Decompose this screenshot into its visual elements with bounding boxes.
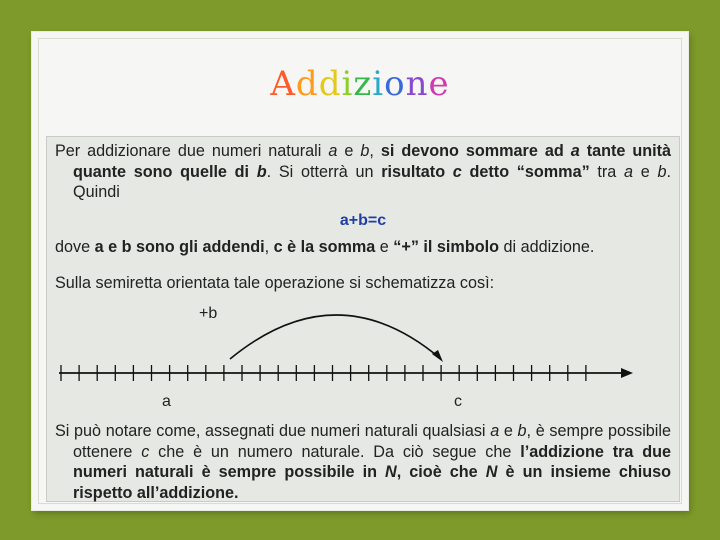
slide-title [0,64,720,104]
bold-text: a e b sono gli addendi [94,238,265,256]
var-b: b [517,422,527,440]
text: Per addizionare due numeri naturali [55,142,329,160]
text: di addizione. [498,238,595,256]
var-c: c [452,162,462,181]
point-c-label: c [454,393,462,410]
bold-text: c è la somma [273,238,376,256]
var-c: c [141,442,150,461]
text: . Si otterrà un [266,162,382,181]
text: , è sempre possibile ottenere [73,422,671,461]
bold-text: si devono sommare ad [380,142,571,160]
closure-paragraph [55,421,671,503]
text: . Quindi [73,162,671,201]
var-a: a [490,422,500,440]
title-letter: e [428,64,450,104]
title-letter: i [372,64,385,104]
bold-text: è un insieme chiuso rispetto all’addizione. [73,463,671,502]
text: dove [55,238,95,256]
text: tra [589,162,625,181]
var-a: a [570,142,580,160]
var-b: b [360,142,370,160]
text: e [337,142,361,160]
number-line-arrowhead [621,368,633,378]
text: e [633,162,658,181]
arc-label: +b [199,305,218,322]
arc-arrowhead [432,350,443,362]
arc [230,315,441,359]
title-letter: i [341,64,354,104]
text: che è un numero naturale. Da ciò segue che [149,442,521,461]
bold-text: tante unità quante sono quelle di [73,142,672,181]
var-a: a [624,162,634,181]
title-letter: n [405,64,429,104]
bold-text: risultato [381,162,453,181]
text: , [369,142,381,160]
title-letter: d [318,64,342,104]
title-letter: z [353,64,373,104]
text: e [375,238,394,256]
content-box [46,136,680,502]
text: e [499,422,518,440]
text: Si può notare come, assegnati due numeri naturali qualsiasi [55,422,491,440]
text: , [264,238,274,256]
semiretta-paragraph: Sulla semiretta orientata tale operazione si schematizza così: [55,274,495,292]
formula: a+b=c [339,212,387,229]
var-a: a [328,142,338,160]
title-letter: o [384,64,406,104]
title-letter: A [270,64,296,104]
bold-text: “+” il simbolo [393,238,499,256]
point-a-label: a [162,393,171,410]
bold-text: detto “somma” [461,162,590,181]
title-letter: d [295,64,319,104]
bold-text: l’addizione tra due numeri naturali è sempre possibile in [73,442,671,481]
var-b: b [657,162,667,181]
set-N: N [385,463,397,481]
var-b: b [256,162,267,181]
bold-text: , cioè che [396,463,486,481]
set-N: N [485,463,498,481]
